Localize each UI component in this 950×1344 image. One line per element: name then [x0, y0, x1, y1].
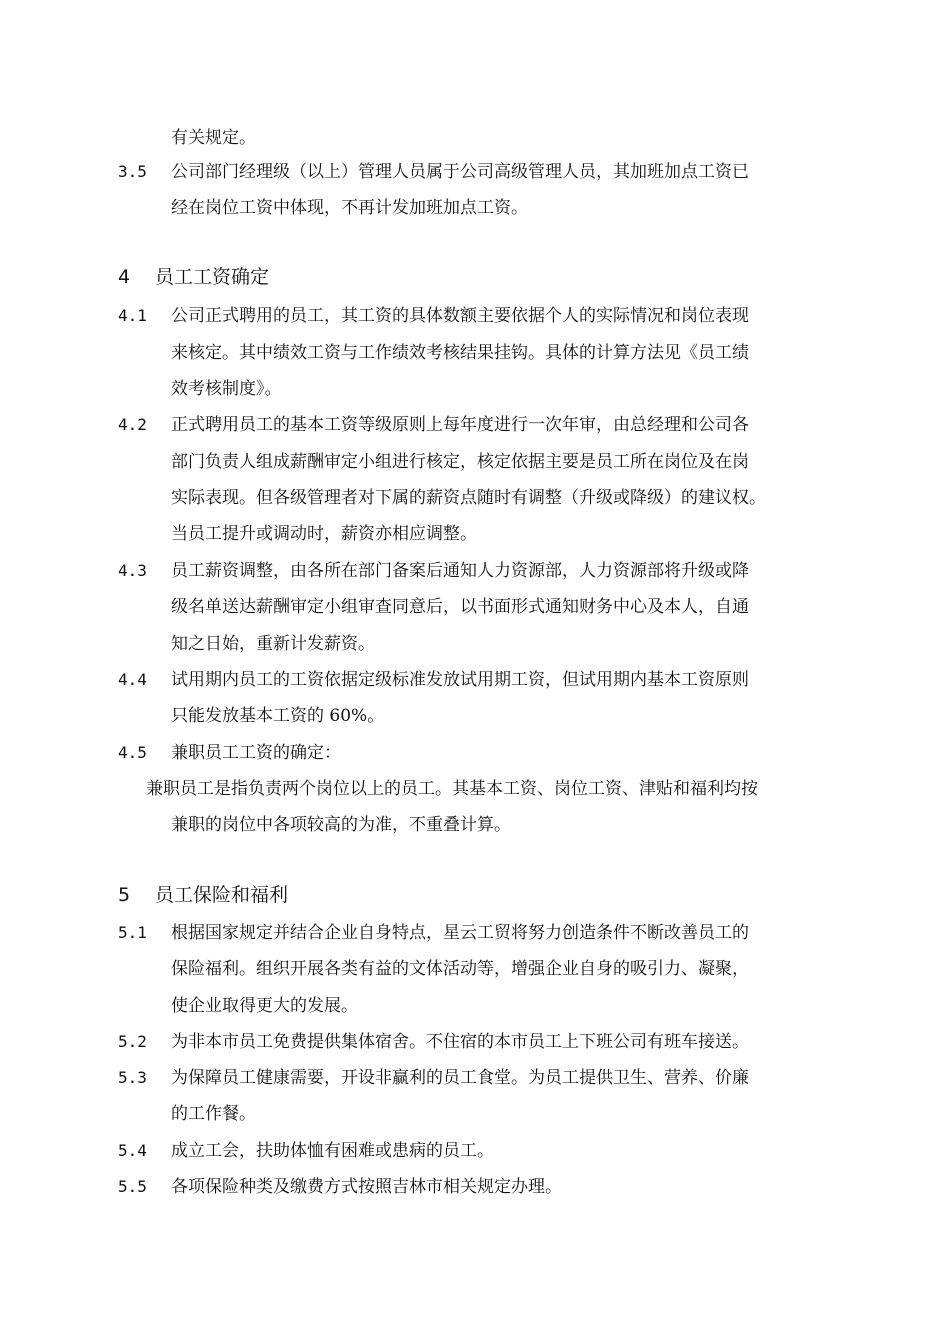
item-text-line: 公司部门经理级（以上）管理人员属于公司高级管理人员，其加班加点工资已 — [171, 162, 749, 182]
item-text-line: 成立工会，扶助体恤有困难或患病的员工。 — [171, 1141, 494, 1161]
continuation-text: 有关规定。 — [171, 128, 256, 148]
item-number: 4.4 — [118, 670, 147, 689]
item-text-line: 保险福利。组织开展各类有益的文体活动等，增强企业自身的吸引力、凝聚， — [171, 959, 749, 979]
item-text-line: 只能发放基本工资的 60%。 — [171, 706, 385, 726]
item-number: 4.5 — [118, 743, 147, 762]
section-title: 员工保险和福利 — [155, 884, 289, 906]
item-text-line: 员工薪资调整，由各所在部门备案后通知人力资源部，人力资源部将升级或降 — [171, 561, 749, 581]
item-number: 5.3 — [118, 1068, 147, 1087]
item-text-line: 部门负责人组成薪酬审定小组进行核定，核定依据主要是员工所在岗位及在岗 — [171, 452, 749, 472]
item-text-line: 知之日始，重新计发薪资。 — [171, 634, 375, 654]
note-text-line: 兼职的岗位中各项较高的为准，不重叠计算。 — [171, 815, 511, 835]
item-text-line: 公司正式聘用的员工，其工资的具体数额主要依据个人的实际情况和岗位表现 — [171, 306, 749, 326]
item-number: 4.3 — [118, 561, 147, 580]
item-number: 4.2 — [118, 415, 147, 434]
item-text-line: 的工作餐。 — [171, 1104, 256, 1124]
item-text-line: 来核定。其中绩效工资与工作绩效考核结果挂钩。具体的计算方法见《员工绩 — [171, 343, 749, 363]
section-number: 4 — [118, 266, 131, 288]
item-number: 5.2 — [118, 1032, 147, 1051]
item-text-line: 实际表现。但各级管理者对下属的薪资点随时有调整（升级或降级）的建议权。 — [171, 488, 766, 508]
item-text-line: 使企业取得更大的发展。 — [171, 996, 358, 1016]
section-number: 5 — [118, 884, 131, 906]
item-text-line: 根据国家规定并结合企业自身特点，星云工贸将努力创造条件不断改善员工的 — [171, 923, 749, 943]
item-number: 5.1 — [118, 923, 147, 942]
item-text-line: 为保障员工健康需要，开设非赢利的员工食堂。为员工提供卫生、营养、价廉 — [171, 1068, 749, 1088]
section-title: 员工工资确定 — [155, 266, 270, 288]
item-text-line: 兼职员工工资的确定： — [171, 743, 341, 763]
item-text-line: 经在岗位工资中体现，不再计发加班加点工资。 — [171, 198, 528, 218]
item-number: 4.1 — [118, 306, 147, 325]
item-number: 5.5 — [118, 1177, 147, 1196]
item-text-line: 当员工提升或调动时，薪资亦相应调整。 — [171, 524, 477, 544]
note-text-line: 兼职员工是指负责两个岗位以上的员工。其基本工资、岗位工资、津贴和福利均按 — [146, 779, 758, 799]
item-text-line: 级名单送达薪酬审定小组审查同意后，以书面形式通知财务中心及本人，自通 — [171, 597, 749, 617]
item-number: 3.5 — [118, 162, 147, 181]
item-text-line: 正式聘用员工的基本工资等级原则上每年度进行一次年审，由总经理和公司各 — [171, 415, 749, 435]
item-text-line: 试用期内员工的工资依据定级标准发放试用期工资，但试用期内基本工资原则 — [171, 670, 749, 690]
item-number: 5.4 — [118, 1141, 147, 1160]
item-text-line: 为非本市员工免费提供集体宿舍。不住宿的本市员工上下班公司有班车接送。 — [171, 1032, 749, 1052]
item-text-line: 各项保险种类及缴费方式按照吉林市相关规定办理。 — [171, 1177, 562, 1197]
item-text-line: 效考核制度》。 — [171, 379, 282, 399]
